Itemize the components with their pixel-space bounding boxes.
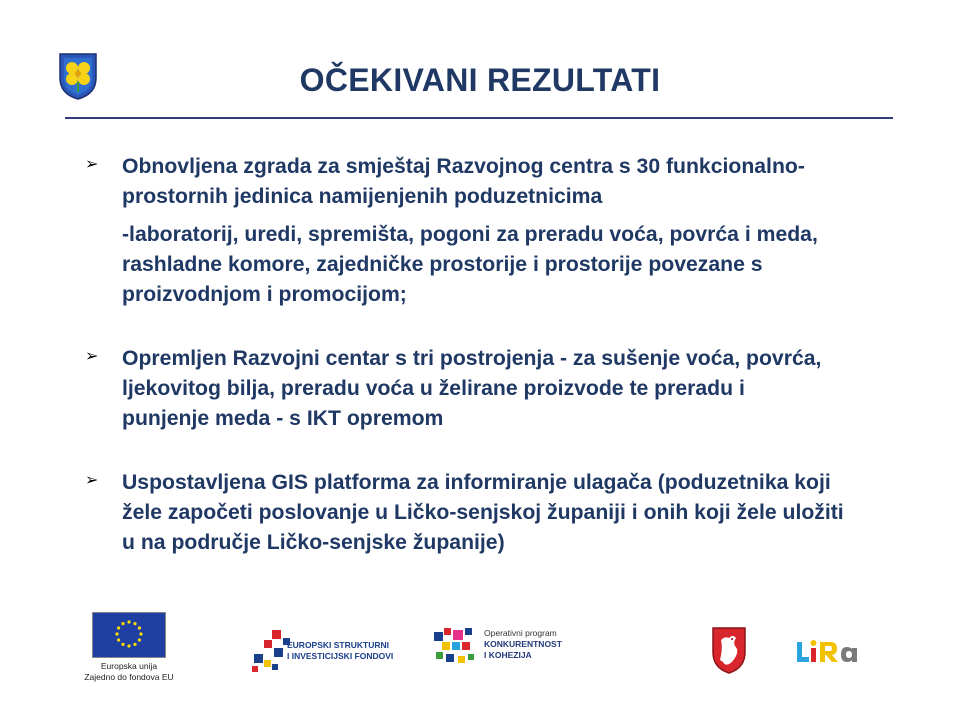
lira-logo (795, 636, 875, 668)
opkk-squares-icon (434, 628, 478, 668)
esif-line-2: I INVESTICIJSKI FONDOVI (287, 651, 394, 661)
eu-caption-1: Europska unija (100, 661, 158, 671)
eu-logo (74, 612, 184, 683)
eu-flag-icon (92, 612, 166, 658)
opkk-logo (434, 628, 604, 668)
esif-line-1: EUROPSKI STRUKTURNI (287, 640, 390, 650)
opkk-line-1: Operativni program (484, 628, 557, 638)
county-coat-of-arms-icon (711, 626, 747, 674)
results-list (85, 152, 915, 592)
esif-logo (250, 614, 410, 678)
opkk-line-3: I KOHEZIJA (484, 650, 532, 660)
list-item (85, 468, 915, 558)
list-item (85, 344, 915, 434)
arrow-bullet-icon: ➢ (85, 472, 99, 489)
opkk-line-2: KONKURENTNOST (484, 639, 562, 649)
bullet-text: Uspostavljena GIS platforma za informiranje ulagača (poduzetnika koji žele započeti poslovanje u Ličko-senjskoj županiji i onih koji žele uložiti u na područje Ličko-senjske županije) (122, 471, 844, 554)
funding-logos-footer (0, 600, 960, 700)
bullet-text: Obnovljena zgrada za smještaj Razvojnog centra s 30 funkcionalno- prostornih jedinica namijenjenih poduzetnicima (122, 155, 805, 208)
bullet-text: Opremljen Razvojni centar s tri postrojenja - za sušenje voća, povrća, ljekovitog bilja, preradu voća u želirane proizvode te preradu i punjenje meda - s IKT opremom (122, 347, 822, 430)
esif-squares-icon (250, 614, 290, 678)
title-divider (65, 117, 893, 119)
arrow-bullet-icon: ➢ (85, 348, 99, 365)
eu-caption-2: Zajedno do fondova EU (84, 672, 174, 682)
arrow-bullet-icon: ➢ (85, 156, 99, 173)
list-item (85, 152, 915, 310)
page-title: OČEKIVANI REZULTATI (299, 62, 661, 98)
bullet-subtext: -laboratorij, uredi, spremišta, pogoni za preradu voća, povrća i meda, rashladne komore, zajedničke prostorije i prostorije povezane s proizvodnjom i promocijom; (122, 223, 818, 306)
